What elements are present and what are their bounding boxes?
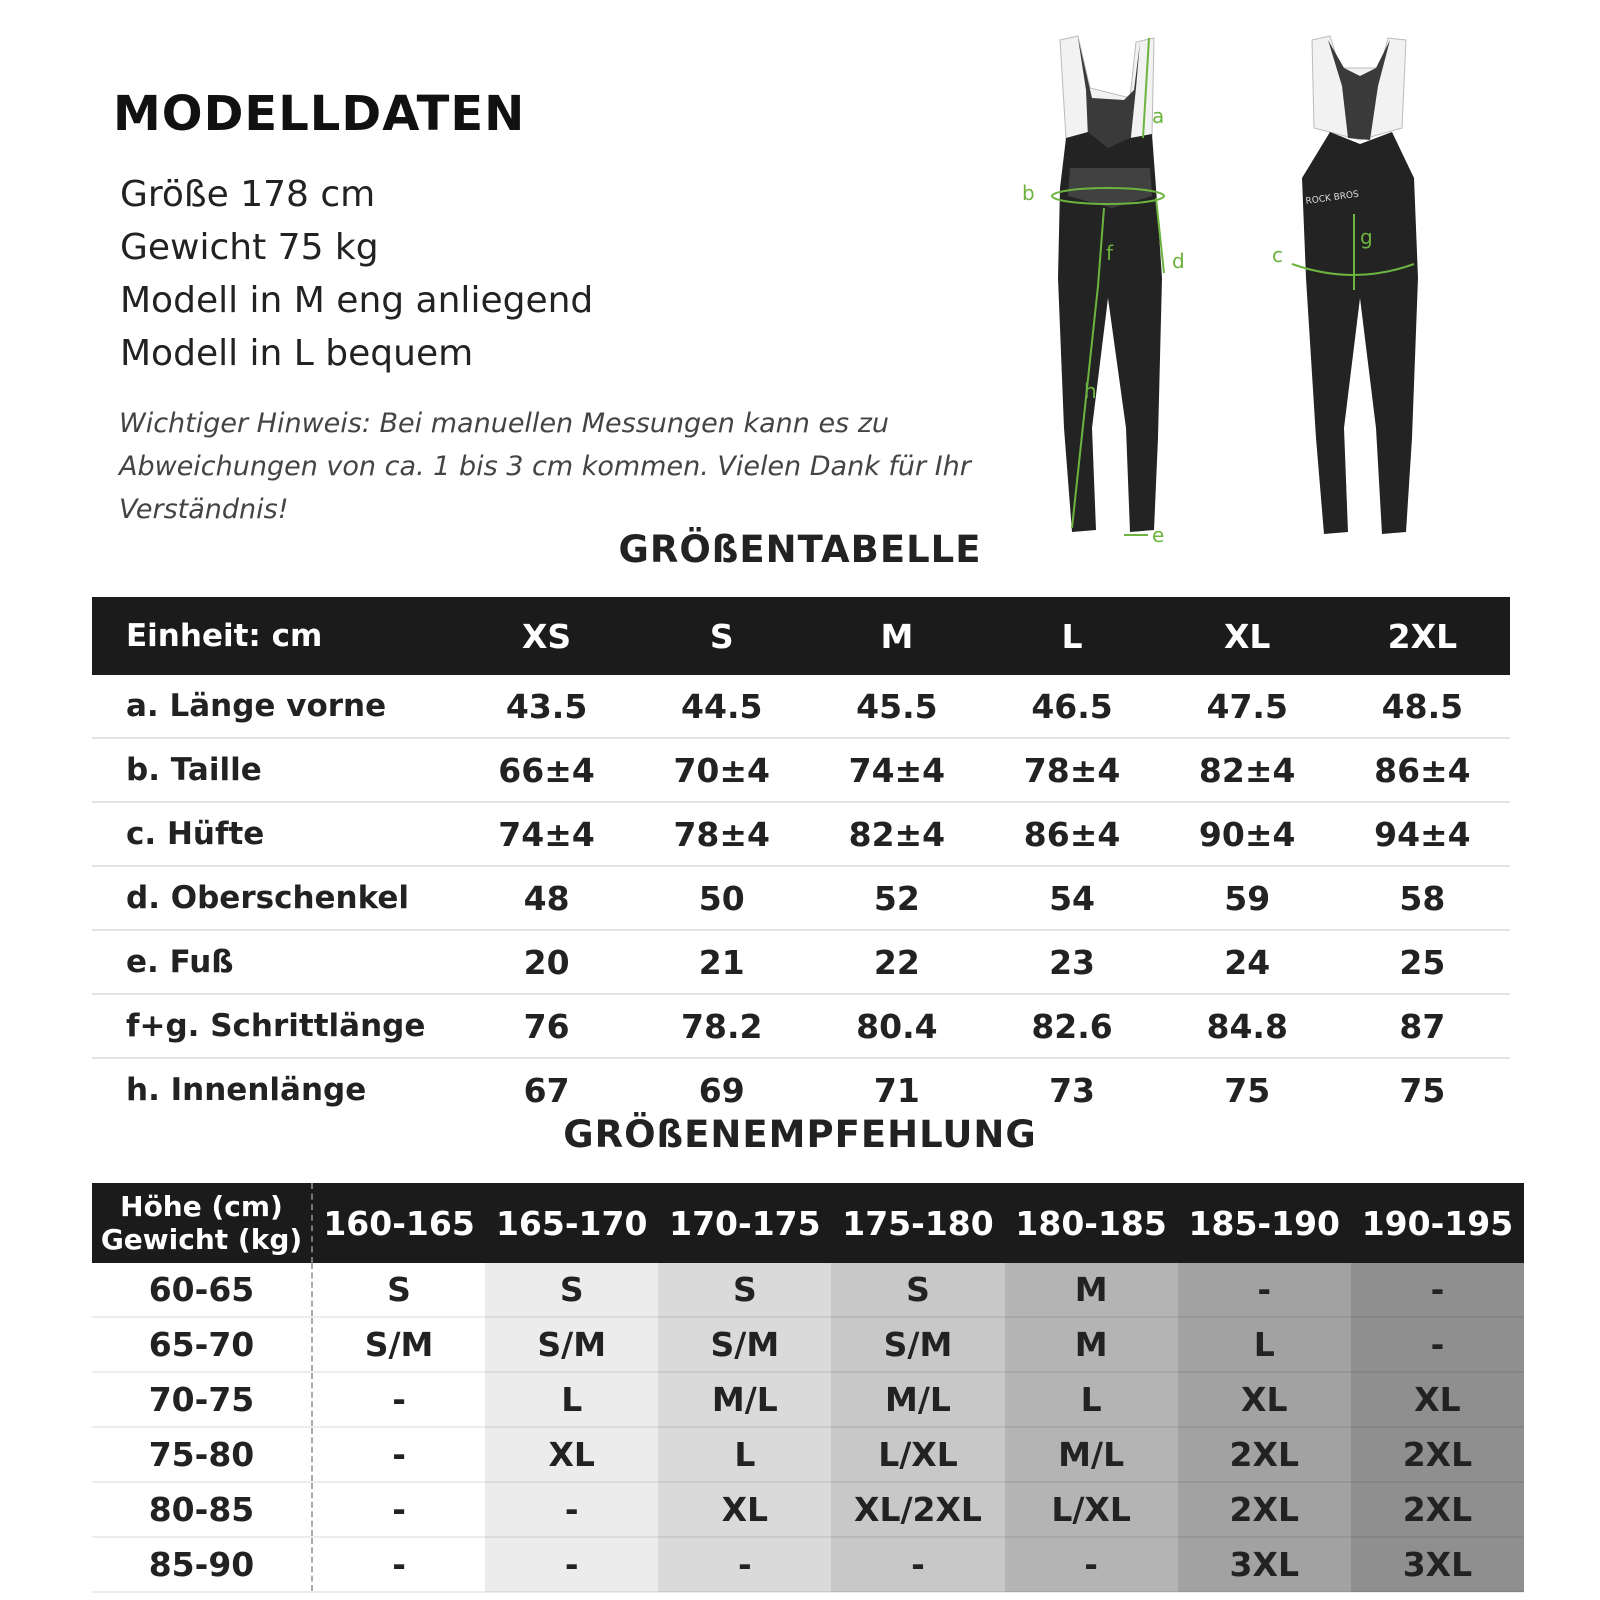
recommended-size: XL [1351,1372,1524,1427]
measurement-value: 80.4 [809,994,984,1058]
measurement-value: 69 [698,1070,745,1110]
height-header: 175-180 [831,1183,1004,1263]
measurement-value: 52 [809,866,984,930]
measurement-value: 75 [1399,1070,1446,1110]
measurement-value: 54 [984,866,1159,930]
recommended-size: 3XL [1351,1537,1524,1592]
measurement-value: 78±4 [984,738,1159,802]
recommended-size: S [831,1263,1004,1317]
measurement-value: 25 [1335,930,1510,994]
measurement-value: 74±4 [809,738,984,802]
measurement-value: 78.2 [634,994,809,1058]
recommended-size: - [1351,1317,1524,1372]
label-g: g [1360,225,1373,249]
measurement-value: 90±4 [1160,802,1335,866]
size-table-title: GRÖßENTABELLE [618,528,982,571]
recommended-size: M/L [658,1372,831,1427]
measurement-value: 82±4 [809,802,984,866]
measurement-note: Wichtiger Hinweis: Bei manuellen Messungen kann es zu Abweichungen von ca. 1 bis 3 cm kommen. Vielen Dank für Ihr Verständnis! [119,408,971,525]
measurement-value: 24 [1160,930,1335,994]
measurement-label: h. Innenlänge [126,1072,367,1108]
recommended-size: - [485,1537,658,1592]
recommended-size: L [1178,1317,1351,1372]
measurement-value: 58 [1335,866,1510,930]
label-f: f [1106,241,1114,265]
size-header: S [634,597,809,675]
size-table-row [92,802,1510,866]
recommended-size: L/XL [1005,1482,1178,1537]
recommended-size: - [1005,1537,1178,1592]
measurement-value: 86±4 [1335,738,1510,802]
recommended-size: XL/2XL [831,1482,1004,1537]
bib-tights-illustration [1022,28,1500,568]
measurement-label: a. Länge vorne [92,675,459,738]
recommended-size: 3XL [1178,1537,1351,1592]
measurement-value: 82±4 [1160,738,1335,802]
recommended-size: 2XL [1351,1482,1524,1537]
measurement-value: 20 [459,930,634,994]
measurement-label: b. Taille [92,738,459,802]
height-header: 190-195 [1351,1183,1524,1263]
recommended-size: S/M [831,1317,1004,1372]
measurement-value: 73 [1049,1070,1096,1110]
label-h: h [1084,379,1097,403]
recommended-size: S/M [485,1317,658,1372]
measurement-value: 48 [459,866,634,930]
measurement-label: c. Hüfte [92,802,459,866]
recommended-size: S [485,1263,658,1317]
measurement-value: 71 [873,1070,920,1110]
recommendation-row [92,1427,1524,1482]
measurement-value: 94±4 [1335,802,1510,866]
measurement-value: 48.5 [1335,675,1510,738]
height-header: 180-185 [1005,1183,1178,1263]
measurement-value: 50 [634,866,809,930]
recommended-size: 2XL [1178,1482,1351,1537]
recommended-size: - [312,1372,485,1427]
measurement-value: 21 [634,930,809,994]
recommended-size: L [1005,1372,1178,1427]
corner-label [92,1183,312,1263]
height-axis-label: Höhe (cm) [120,1190,283,1223]
recommended-size: S/M [312,1317,485,1372]
measurement-value: 44.5 [634,675,809,738]
measurement-value: 87 [1335,994,1510,1058]
recommended-size: M/L [831,1372,1004,1427]
model-data-list [120,168,593,380]
measurement-value: 84.8 [1160,994,1335,1058]
recommended-size: 2XL [1351,1427,1524,1482]
size-header: M [809,597,984,675]
recommended-size: M [1005,1317,1178,1372]
measurement-value: 67 [523,1070,570,1110]
height-header: 160-165 [312,1183,485,1263]
recommendation-title: GRÖßENEMPFEHLUNG [563,1113,1037,1156]
recommendation-row [92,1482,1524,1537]
measurement-value: 78±4 [634,802,809,866]
label-e: e [1152,523,1165,547]
weight-range-label: 60-65 [92,1263,312,1317]
size-table-row [92,1058,1510,1121]
recommended-size: XL [1178,1372,1351,1427]
size-table [92,597,1510,1121]
weight-range-label: 75-80 [92,1427,312,1482]
label-b: b [1022,181,1035,205]
size-table-header [92,597,1510,675]
recommended-size: L/XL [831,1427,1004,1482]
recommended-size: XL [485,1427,658,1482]
height-header: 185-190 [1178,1183,1351,1263]
recommended-size: S [658,1263,831,1317]
size-table-row [92,738,1510,802]
model-weight: Gewicht 75 kg [120,227,379,268]
recommendation-row [92,1372,1524,1427]
size-recommendation-table [92,1183,1524,1593]
weight-axis-label: Gewicht (kg) [100,1223,303,1256]
recommended-size: 2XL [1178,1427,1351,1482]
front-view-figure [1022,36,1185,547]
brand-logo: ROCK BROS [1305,189,1360,207]
recommendation-row [92,1537,1524,1592]
model-height: Größe 178 cm [120,174,376,215]
weight-range-label: 65-70 [92,1317,312,1372]
measurement-value: 74±4 [459,802,634,866]
recommended-size: - [312,1537,485,1592]
recommendation-row [92,1317,1524,1372]
measurement-value: 86±4 [984,802,1159,866]
recommendation-row [92,1263,1524,1317]
recommended-size: L [658,1427,831,1482]
measurement-value: 23 [984,930,1159,994]
size-table-row [92,994,1510,1058]
back-view-figure [1272,36,1418,534]
recommended-size: - [312,1482,485,1537]
recommended-size: M [1005,1263,1178,1317]
measurement-value: 45.5 [809,675,984,738]
recommended-size: S [312,1263,485,1317]
measurement-value: 43.5 [459,675,634,738]
size-header: XL [1160,597,1335,675]
size-table-row [92,866,1510,930]
recommended-size: M/L [1005,1427,1178,1482]
model-data-title: MODELLDATEN [113,86,526,142]
measurement-value: 70±4 [634,738,809,802]
size-header: L [984,597,1159,675]
recommended-size: - [831,1537,1004,1592]
measurement-value: 66±4 [459,738,634,802]
recommended-size: - [658,1537,831,1592]
weight-range-label: 80-85 [92,1482,312,1537]
recommended-size: - [1178,1263,1351,1317]
recommended-size: - [1351,1263,1524,1317]
measurement-value: 47.5 [1160,675,1335,738]
measurement-value: 76 [459,994,634,1058]
label-c: c [1272,243,1283,267]
model-fit-m: Modell in M eng anliegend [120,280,594,321]
measurement-label: e. Fuß [92,930,459,994]
height-header: 170-175 [658,1183,831,1263]
label-d: d [1172,249,1185,273]
height-header: 165-170 [485,1183,658,1263]
model-fit-l: Modell in L bequem [120,333,474,374]
recommended-size: - [485,1482,658,1537]
measurement-value: 82.6 [984,994,1159,1058]
size-table-row [92,675,1510,738]
weight-range-label: 70-75 [92,1372,312,1427]
size-header: 2XL [1335,597,1510,675]
recommended-size: S/M [658,1317,831,1372]
recommended-size: XL [658,1482,831,1537]
weight-range-label: 85-90 [92,1537,312,1592]
recommendation-header [92,1183,1524,1263]
measurement-label: f+g. Schrittlänge [92,994,459,1058]
measurement-value: 46.5 [984,675,1159,738]
size-table-row [92,930,1510,994]
measurement-value: 22 [809,930,984,994]
measurement-value: 59 [1160,866,1335,930]
size-header: XS [459,597,634,675]
recommended-size: L [485,1372,658,1427]
unit-label: Einheit: cm [92,597,459,675]
recommended-size: - [312,1427,485,1482]
label-a: a [1152,104,1165,128]
measurement-label: d. Oberschenkel [92,866,459,930]
measurement-value: 75 [1224,1070,1271,1110]
